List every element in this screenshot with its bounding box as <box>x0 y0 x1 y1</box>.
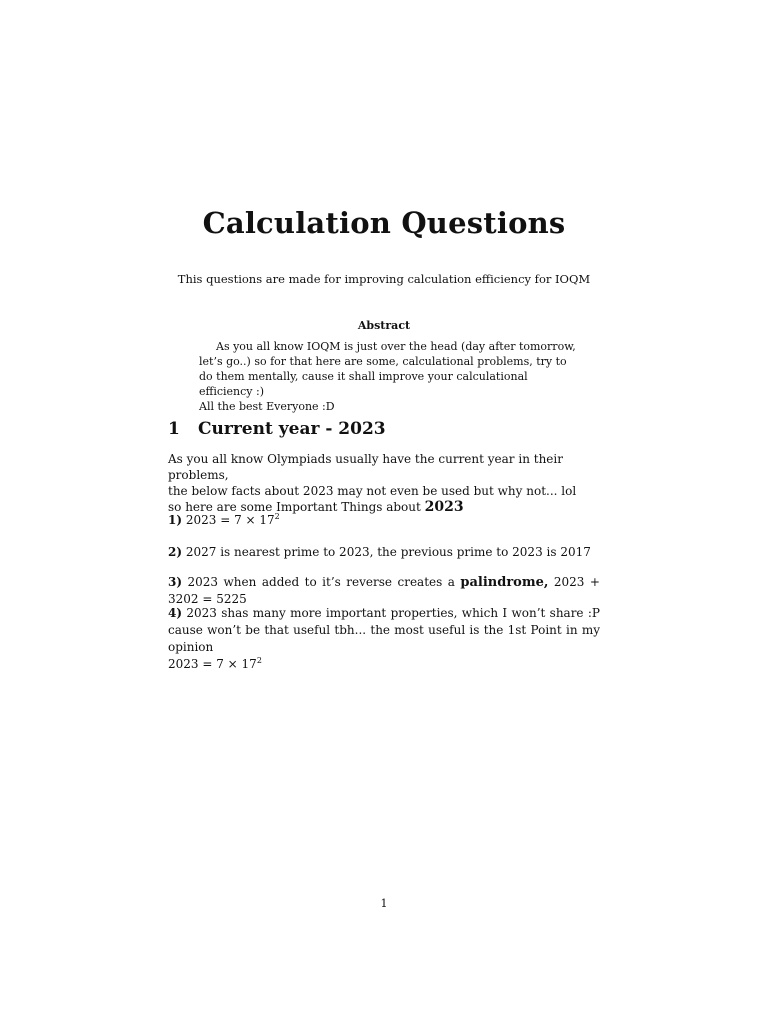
item-equation: 2023 + 3202 = 5225 <box>168 575 600 606</box>
item-text: 2027 is nearest prime to 2023, the previous prime to 2023 is 2017 <box>185 545 591 559</box>
abstract-body <box>199 339 579 414</box>
intro-line-3-text: so here are some Important Things about <box>168 500 425 514</box>
item-text: 2023 shas many more important properties, which I won’t share :P cause won’t be that useful tbh... the most useful is the 1st Point in my opinion <box>168 606 600 654</box>
item-label: 4) <box>168 606 183 620</box>
section-intro <box>168 451 600 515</box>
item-equation: 2023 = 7 × 17 <box>168 657 257 671</box>
page-number: 1 <box>380 897 388 910</box>
intro-line-3-bold: 2023 <box>424 499 464 515</box>
list-item <box>168 605 600 673</box>
abstract-heading: Abstract <box>357 319 411 332</box>
item-superscript: 2 <box>256 656 262 665</box>
abstract-paragraph: As you all know IOQM is just over the head (day after tomorrow, let’s go..) so for that here are some, calculational problems, try to do them mentally, cause it shall improve your calculational efficiency :) <box>199 340 576 398</box>
section-number: 1 <box>168 419 180 439</box>
item-text: 2023 when added to it’s reverse creates a <box>187 575 461 589</box>
item-label: 2) <box>168 545 183 559</box>
item-text: 2023 = 7 × 17 <box>185 513 275 527</box>
item-label: 3) <box>168 575 183 589</box>
document-title: Calculation Questions <box>202 206 566 240</box>
item-label: 1) <box>168 513 183 527</box>
intro-line-1: As you all know Olympiads usually have the current year in their problems, <box>168 452 563 482</box>
item-superscript: 2 <box>274 512 280 521</box>
list-item <box>168 512 600 529</box>
section-title: Current year - 2023 <box>198 419 386 439</box>
abstract-closing: All the best Everyone :D <box>199 400 335 413</box>
document-subtitle: This questions are made for improving calculation efficiency for IOQM <box>177 272 591 286</box>
intro-line-2: the below facts about 2023 may not even be used but why not... lol <box>168 484 577 498</box>
list-item <box>168 574 600 608</box>
item-bold-term: palindrome, <box>460 575 549 590</box>
section-heading <box>168 419 386 439</box>
list-item <box>168 544 600 561</box>
